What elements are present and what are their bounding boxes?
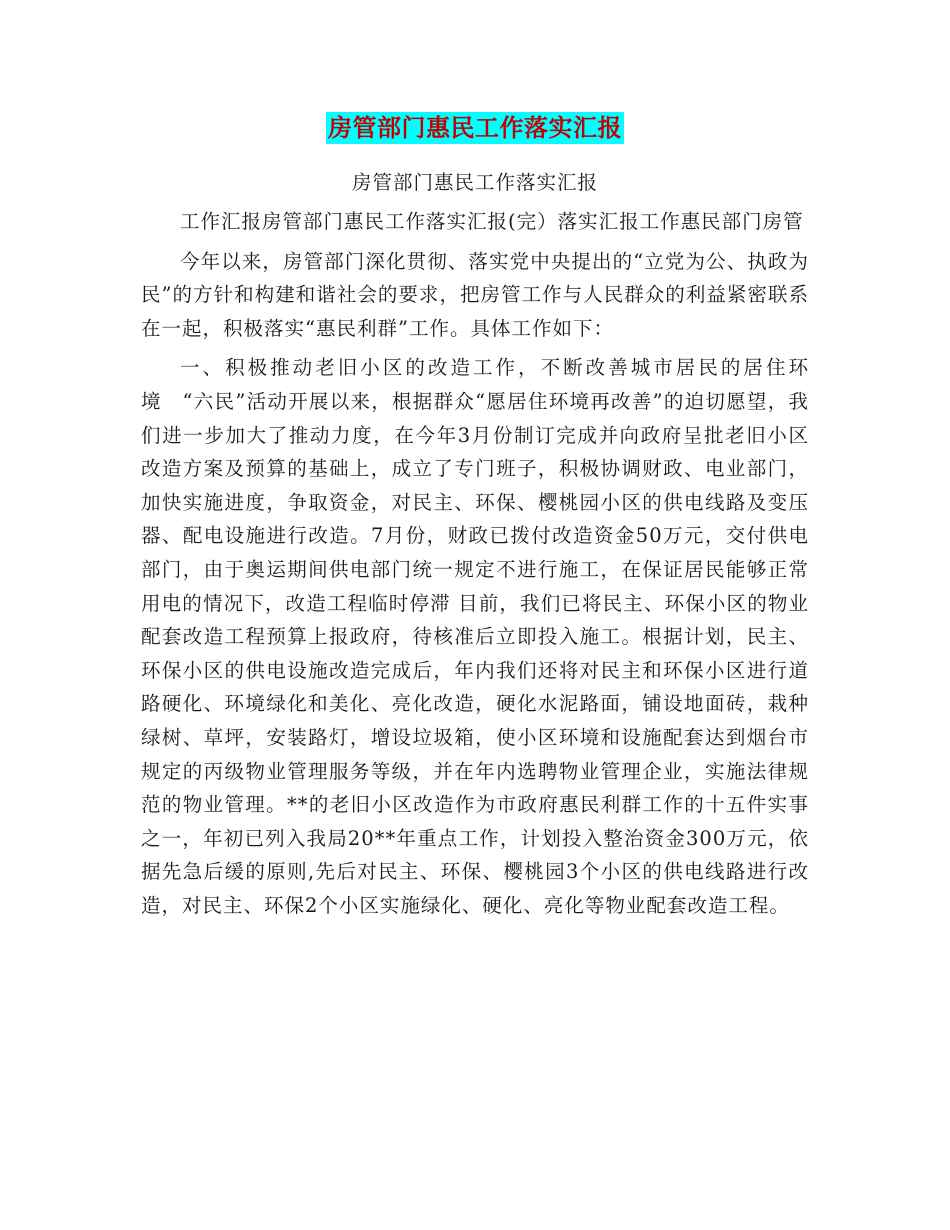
document-title: 房管部门惠民工作落实汇报 <box>328 114 622 142</box>
paragraph-intro: 今年以来，房管部门深化贯彻、落实党中央提出的“立党为公、执政为民”的方针和构建和谐社会的要求，把房管工作与人民群众的利益紧密联系在一起，积极落实“惠民利群”工作。具体工作如下： <box>141 249 809 340</box>
document-body <box>141 205 809 922</box>
paragraph-section-one: 一、积极推动老旧小区的改造工作，不断改善城市居民的居住环境 “六民”活动开展以来，根据群众“愿居住环境再改善”的迫切愿望，我们进一步加大了推动力度，在今年3月份制订完成并向政府呈批老旧小区改造方案及预算的基础上，成立了专门班子，积极协调财政、电业部门，加快实施进度，争取资金，对民主、环保、樱桃园小区的供电线路及变压器、配电设施进行改造。7月份，财政已拨付改造资金50万元，交付供电部门，由于奥运期间供电部门统一规定不进行施工，在保证居民能够正常用电的情况下，改造工程临时停滞 目前，我们已将民主、环保小区的物业配套改造工程预算上报政府，待核准后立即投入施工。根据计划，民主、环保小区的供电设施改造完成后，年内我们还将对民主和环保小区进行道路硬化、环境绿化和美化、亮化改造，硬化水泥路面，铺设地面砖，栽种绿树、草坪，安装路灯，增设垃圾箱，使小区环境和设施配套达到烟台市规定的丙级物业管理服务等级，并在年内选聘物业管理企业，实施法律规范的物业管理。**的老旧小区改造作为市政府惠民利群工作的十五件实事之一，年初已列入我局20**年重点工作，计划投入整治资金300万元，依据先急后缓的原则,先后对民主、环保、樱桃园3个小区的供电线路进行改造，对民主、环保2个小区实施绿化、硬化、亮化等物业配套改造工程。 <box>141 356 809 917</box>
document-subtitle: 房管部门惠民工作落实汇报 <box>351 171 598 194</box>
paragraph-keywords: 工作汇报房管部门惠民工作落实汇报(完）落实汇报工作惠民部门房管 <box>180 210 804 233</box>
title-wrapper <box>0 112 950 144</box>
